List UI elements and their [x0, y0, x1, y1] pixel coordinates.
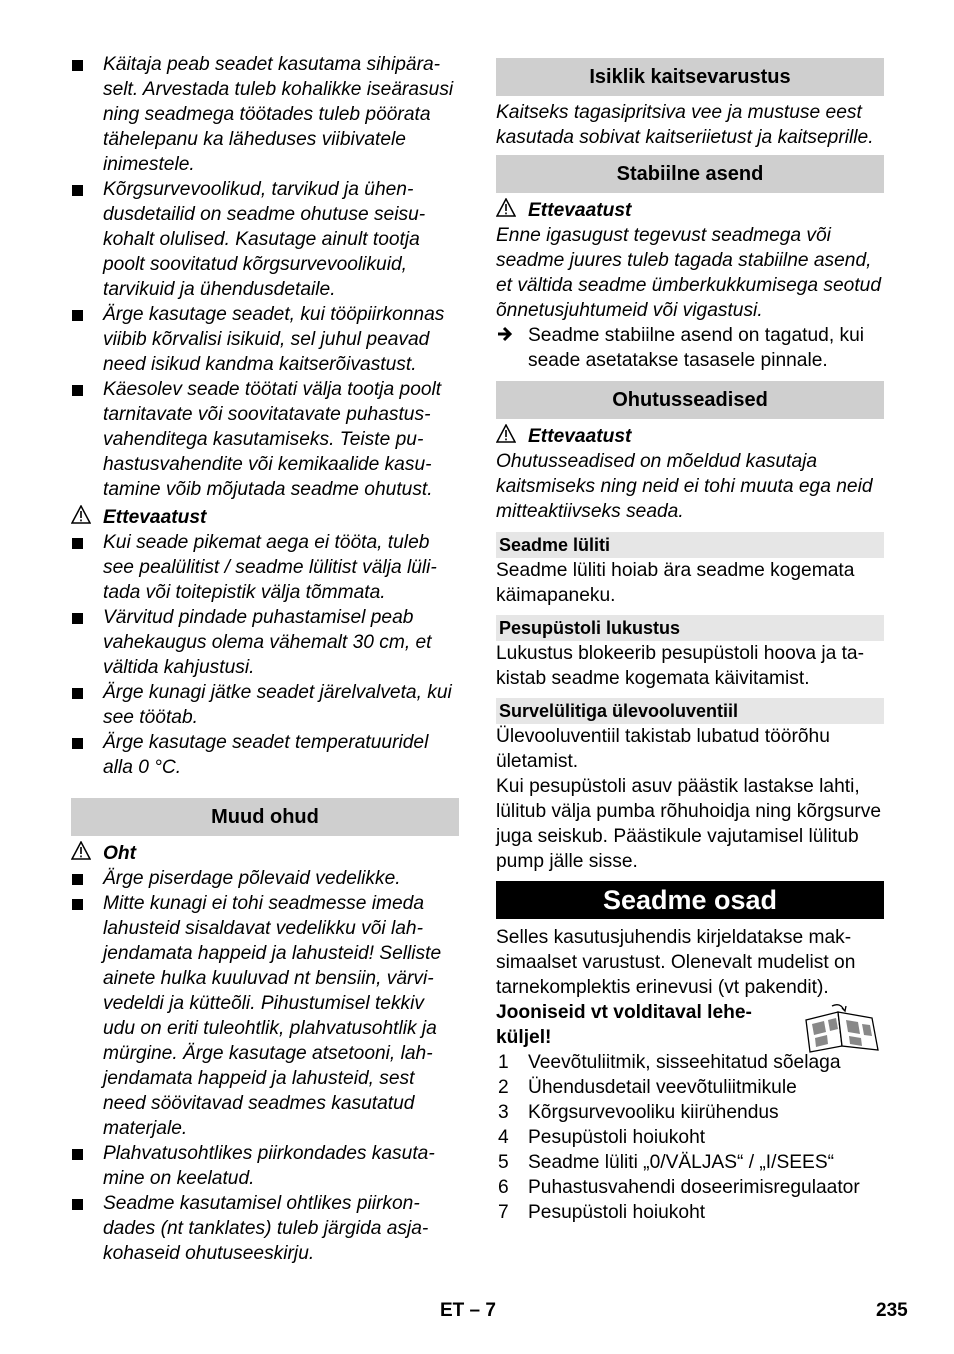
item-text: Kõrgsurvevooliku kiirühendus: [528, 1102, 779, 1123]
safety-list-2: [71, 530, 459, 780]
list-item: Kui seade pikemat aega ei tööta, tuleb see pealülitist / seadme lülitist välja lülitada või toitepistik välja tõmmata.: [71, 530, 459, 605]
item-text: Seadme lüliti „0/VÄLJAS“ / „I/SEES“: [528, 1152, 835, 1173]
list-item: Käitaja peab seadet kasutama sihipäraselt. Arvestada tuleb kohalikke iseärasusi ning seadmega töötades tuleb pöörata tähelepanu ka läheduses viibivatele inimestele.: [71, 52, 459, 177]
item-text: Ühendusdetail veevõtuliitmikule: [528, 1077, 797, 1098]
caution-label: [496, 424, 884, 449]
list-item: [496, 1125, 884, 1150]
section-heading-muud-ohud: Muud ohud: [71, 798, 459, 836]
right-column: [496, 58, 884, 1225]
warning-triangle-icon: [71, 505, 91, 531]
item-number: 4: [498, 1127, 509, 1148]
paragraph: Kui pesupüstoli asuv päästik lastakse lahti, lülitub välja pumba rõhuhoidja ning kõrgsurve juga seiskub. Päästikule vajutamisel lülitub pump jälle sisse.: [496, 776, 882, 872]
paragraph: Enne igasugust tegevust seadmega või seadme juures tuleb tagada stabiilne asend, et vältida seadme ümberkukkumisega seotud õnnetusjuhtumeid või vigastusi.: [496, 225, 882, 321]
subheading-pesupystoli-lukustus: Pesupüstoli lukustus: [496, 615, 884, 641]
list-item: Seadme kasutamisel ohtlikes piirkondades (nt tanklates) tuleb järgida asjakohaseid ohutuseeskirju.: [71, 1191, 459, 1266]
list-item: [496, 1150, 884, 1175]
list-item: [496, 1050, 884, 1075]
danger-label: [71, 841, 459, 866]
item-number: 1: [498, 1052, 509, 1073]
paragraph: Seadme lüliti hoiab ära seadme kogemata käimapaneku.: [496, 560, 855, 606]
safety-list-3: [71, 866, 459, 1266]
result-line: [496, 323, 884, 373]
item-number: 2: [498, 1077, 509, 1098]
list-item: Ärge kasutage seadet, kui tööpiirkonnas viibib kõrvalisi isikuid, sel juhul peavad need isikud kandma kaitserõivastust.: [71, 302, 459, 377]
warning-triangle-icon: [496, 198, 516, 224]
safety-list-1: [71, 52, 459, 502]
list-item: Mitte kunagi ei tohi seadmesse imeda lahusteid sisaldavat vedelikku või lahjendamata happeid ja lahusteid! Selliste ainete hulka kuuluvad nt bensiin, värvivedeldi ja kütteõli. Pihustumisel tekkiv udu on eriti tuleohtlik, plahvatusohtlik ja mürgine. Ärge kasutage atsetooni, lahjendamata happeid ja lahusteid, sest need söövitavad seadmes kasutatud materjale.: [71, 891, 459, 1141]
list-item: [496, 1200, 884, 1225]
figure-note-text: Jooniseid vt volditaval leheküljel!: [496, 1002, 752, 1048]
item-text: Puhastusvahendi doseerimisregulaator: [528, 1177, 860, 1198]
section-heading-ohutusseadised: Ohutusseadised: [496, 381, 884, 419]
item-number: 6: [498, 1177, 509, 1198]
paragraph: Selles kasutusjuhendis kirjeldatakse maksimaalset varustust. Olenevalt mudelist on tarnekomplektis erinevusi (vt pakendit).: [496, 927, 856, 998]
list-item: [496, 1075, 884, 1100]
section-heading-isiklik: Isiklik kaitsevarustus: [496, 58, 884, 96]
left-column: [71, 52, 459, 1266]
right-arrow-icon: [496, 323, 514, 352]
paragraph: Ohutusseadised on mõeldud kasutaja kaitsmiseks ning neid ei tohi muuta ega neid mitteaktiivseks seada.: [496, 451, 873, 522]
chapter-heading-seadme-osad: Seadme osad: [496, 881, 884, 919]
list-item: Ärge kunagi jätke seadet järelvalveta, kui see töötab.: [71, 680, 459, 730]
item-text: Pesupüstoli hoiukoht: [528, 1127, 706, 1148]
caution-label: [71, 505, 459, 530]
list-item: [496, 1100, 884, 1125]
caution-text: Ettevaatust: [103, 507, 207, 528]
list-item: Ärge kasutage seadet temperatuuridel alla 0 °C.: [71, 730, 459, 780]
section-heading-stabiilne: Stabiilne asend: [496, 155, 884, 193]
result-text: Seadme stabiilne asend on tagatud, kui seade asetatakse tasasele pinnale.: [528, 325, 865, 371]
item-text: Veevõtuliitmik, sisseehitatud sõelaga: [528, 1052, 841, 1073]
warning-triangle-icon: [496, 424, 516, 450]
figure-note: [496, 1000, 884, 1050]
danger-text: Oht: [103, 843, 137, 864]
list-item: Ärge piserdage põlevaid vedelikke.: [71, 866, 459, 891]
subheading-ylevooluventiil: Survelülitiga ülevooluventiil: [496, 698, 884, 724]
caution-text: Ettevaatust: [528, 200, 632, 221]
caution-text: Ettevaatust: [528, 426, 632, 447]
item-number: 7: [498, 1202, 509, 1223]
item-number: 3: [498, 1102, 509, 1123]
footer-section-label: ET – 7: [440, 1300, 496, 1321]
list-item: Plahvatusohtlikes piirkondades kasutamine on keelatud.: [71, 1141, 459, 1191]
list-item: Kõrgsurvevoolikud, tarvikud ja ühendusdetailid on seadme ohutuse seisukohalt olulised. Kasutage ainult tootja poolt soovitatud kõrgsurvevoolikuid, tarvikuid ja ühendusdetaile.: [71, 177, 459, 302]
subheading-seadme-lyliti: Seadme lüliti: [496, 532, 884, 558]
paragraph: Lukustus blokeerib pesupüstoli hoova ja takistab seadme kogemata käivitamist.: [496, 643, 864, 689]
parts-list: [496, 1050, 884, 1225]
list-item: Käesolev seade töötati välja tootja poolt tarnitavate või soovitatavate puhastusvahenditega kasutamiseks. Teiste puhastusvahendite või kemikaalide kasutamine võib mõjutada seadme ohutust.: [71, 377, 459, 502]
list-item: [496, 1175, 884, 1200]
caution-label: [496, 198, 884, 223]
list-item: Värvitud pindade puhastamisel peab vahekaugus olema vähemalt 30 cm, et vältida kahjustusi.: [71, 605, 459, 680]
page-number: 235: [876, 1300, 908, 1321]
item-number: 5: [498, 1152, 509, 1173]
warning-triangle-icon: [71, 841, 91, 867]
paragraph: Kaitseks tagasipritsiva vee ja mustuse eest kasutada sobivat kaitseriietust ja kaitseprille.: [496, 102, 874, 148]
item-text: Pesupüstoli hoiukoht: [528, 1202, 706, 1223]
paragraph: Ülevooluventiil takistab lubatud töörõhu ületamist.: [496, 726, 830, 772]
